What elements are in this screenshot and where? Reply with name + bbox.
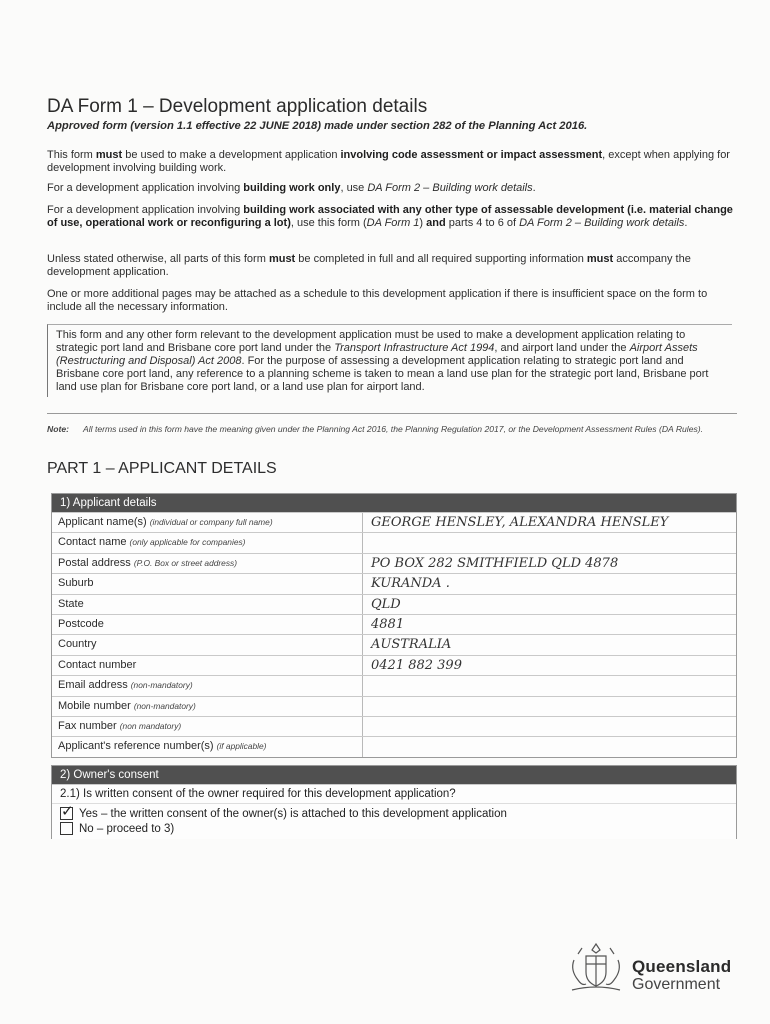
table-row: [52, 696, 736, 716]
field-value[interactable]: [363, 717, 736, 736]
intro-paragraph-5: One or more additional pages may be attached as a schedule to this development application if there is insufficient space on the form to include all the necessary information.: [47, 288, 708, 313]
table-row: [52, 532, 736, 552]
field-value[interactable]: [363, 533, 736, 552]
table-row: [52, 573, 736, 593]
qld-government-logo: [566, 940, 626, 1001]
consent-no-label: No – proceed to 3): [79, 822, 175, 835]
field-value[interactable]: 4881: [371, 616, 405, 632]
field-label: Suburb: [52, 574, 363, 593]
intro-paragraph-3: For a development application involving building work associated with any other type of assessable development (i.e. material change of use, operational work or reconfiguring a lot), use this form (DA Form 1) and parts 4 to 6 of DA Form 2 – Building work details.: [47, 204, 733, 229]
form-subtitle: Approved form (version 1.1 effective 22 JUNE 2018) made under section 282 of the Planning Act 2016.: [47, 120, 588, 132]
consent-option-no[interactable]: [52, 821, 736, 839]
field-label: Fax number (non mandatory): [52, 717, 363, 736]
table-row: [52, 512, 736, 532]
logo-government: Government: [632, 976, 721, 993]
consent-yes-label: Yes – the written consent of the owner(s) is attached to this development application: [79, 807, 507, 820]
field-label: Email address (non-mandatory): [52, 676, 363, 695]
field-value[interactable]: [363, 737, 736, 756]
table-row: [52, 553, 736, 573]
table-row: [52, 655, 736, 675]
intro-paragraph-2: For a development application involving building work only, use DA Form 2 – Building work details.: [47, 182, 536, 194]
consent-option-yes[interactable]: [52, 803, 736, 821]
owners-consent-section: [51, 765, 737, 839]
field-value[interactable]: GEORGE HENSLEY, ALEXANDRA HENSLEY: [371, 515, 669, 530]
table-row: [52, 716, 736, 736]
field-label: Applicant's reference number(s) (if applicable): [52, 737, 363, 756]
field-value[interactable]: [363, 676, 736, 695]
field-label: Mobile number (non-mandatory): [52, 697, 363, 716]
coat-of-arms-icon: [566, 940, 626, 996]
checkbox-yes-checked[interactable]: [60, 807, 73, 820]
field-label: Applicant name(s) (individual or company full name): [52, 513, 363, 532]
terms-note: Note: All terms used in this form have the meaning given under the Planning Act 2016, the Planning Regulation 2017, or the Development Assessment Rules (DA Rules).: [47, 424, 704, 434]
field-value[interactable]: 0421 882 399: [371, 657, 462, 673]
table-row: [52, 594, 736, 614]
field-value[interactable]: KURANDA .: [371, 576, 450, 592]
form-title: DA Form 1 – Development application details: [47, 96, 428, 117]
field-value[interactable]: AUSTRALIA: [371, 637, 452, 653]
field-label: Country: [52, 635, 363, 654]
field-label: State: [52, 595, 363, 614]
field-label: Contact name (only applicable for companies): [52, 533, 363, 552]
checkbox-no[interactable]: [60, 822, 73, 835]
table-row: [52, 675, 736, 695]
field-label: Contact number: [52, 656, 363, 675]
field-label: Postal address (P.O. Box or street address): [52, 554, 363, 573]
table-row: [52, 634, 736, 654]
intro-paragraph-4: Unless stated otherwise, all parts of this form must be completed in full and all required supporting information must accompany the development application.: [47, 253, 691, 278]
intro-paragraph-1: This form must be used to make a development application involving code assessment or impact assessment, except when applying for development involving building work.: [47, 149, 730, 174]
owners-consent-header: 2) Owner's consent: [52, 766, 736, 784]
logo-queensland: Queensland: [632, 957, 732, 976]
part1-heading: PART 1 – APPLICANT DETAILS: [47, 460, 277, 477]
applicant-details-header: 1) Applicant details: [52, 494, 736, 512]
divider: [47, 413, 737, 414]
field-value[interactable]: PO BOX 282 SMITHFIELD QLD 4878: [371, 555, 619, 571]
field-value[interactable]: QLD: [371, 596, 401, 612]
consent-question: 2.1) Is written consent of the owner required for this development application?: [52, 784, 736, 803]
port-land-notice: This form and any other form relevant to the development application must be used to make a development application relating to strategic port land and Brisbane core port land under the Transport Infrastructure Act 1994, and airport land under the Airport Assets (Restructuring and Disposal) Act 2008. For the purpose of assessing a development application relating to strategic port land and Brisbane core port land, any reference to a planning scheme is taken to mean a land use plan for the strategic port land, Brisbane port land use plan for Brisbane core port land, or a land use plan for airport land.: [47, 324, 732, 397]
field-value[interactable]: [363, 697, 736, 716]
table-row: [52, 614, 736, 634]
field-label: Postcode: [52, 615, 363, 634]
applicant-details-table: [51, 493, 737, 758]
table-row: [52, 736, 736, 756]
